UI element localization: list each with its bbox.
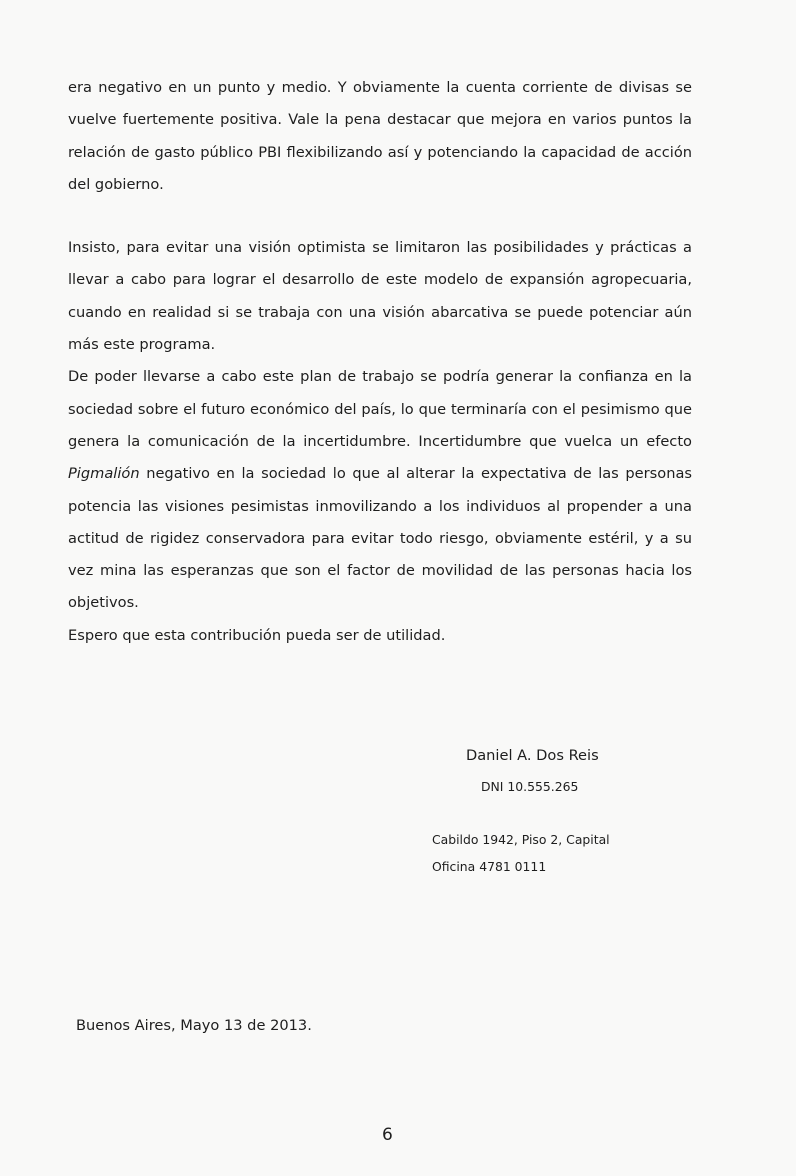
paragraph-text: Insisto, para evitar una visión optimista se limitaron las posibilidades y prácticas a llevar a cabo para lograr el desarrollo de este modelo de expansión agropecuaria, cuando en realidad si se trabaja con una visión abarcativa se puede potenciar aún más este programa. [68, 239, 692, 354]
paragraph-text: Espero que esta contribución pueda ser de utilidad. [68, 626, 446, 644]
paragraph-text: era negativo en un punto y medio. Y obviamente la cuenta corriente de divisas se vuelve fuertemente positiva. Vale la pena destacar que mejora en varios puntos la relación de gasto público PBI flexibilizando así y potenciando la capacidad de acción del gobierno. [68, 79, 692, 193]
signature-dni: DNI 10.555.265 [481, 779, 579, 794]
place-date: Buenos Aires, Mayo 13 de 2013. [76, 1017, 312, 1034]
signature-address: Cabildo 1942, Piso 2, Capital [432, 832, 610, 847]
paragraph-closing [68, 620, 692, 652]
paragraph-confidence [68, 361, 692, 619]
paragraph-fiscal-results [68, 72, 692, 201]
page-number: 6 [382, 1125, 393, 1145]
paragraph-text: De poder llevarse a cabo este plan de trabajo se podría generar la confianza en la sociedad sobre el futuro económico del país, lo que terminaría con el pesimismo que genera la comunicación de la incertidumbre. Incertidumbre que vuelca un efecto [68, 368, 692, 450]
paragraph-text: negativo en la sociedad lo que al alterar la expectativa de las personas potencia las visiones pesimistas inmovilizando a los individuos al propender a una actitud de rigidez conservadora para evitar todo riesgo, obviamente estéril, y a su vez mina las esperanzas que son el factor de movilidad de las personas hacia los objetivos. [68, 465, 692, 612]
pigmalion-term: Pigmalión [68, 465, 140, 483]
signature-name: Daniel A. Dos Reis [466, 747, 599, 764]
signature-phone: Oficina 4781 0111 [432, 859, 547, 874]
body-text [68, 72, 692, 652]
paragraph-insisto [68, 232, 692, 361]
